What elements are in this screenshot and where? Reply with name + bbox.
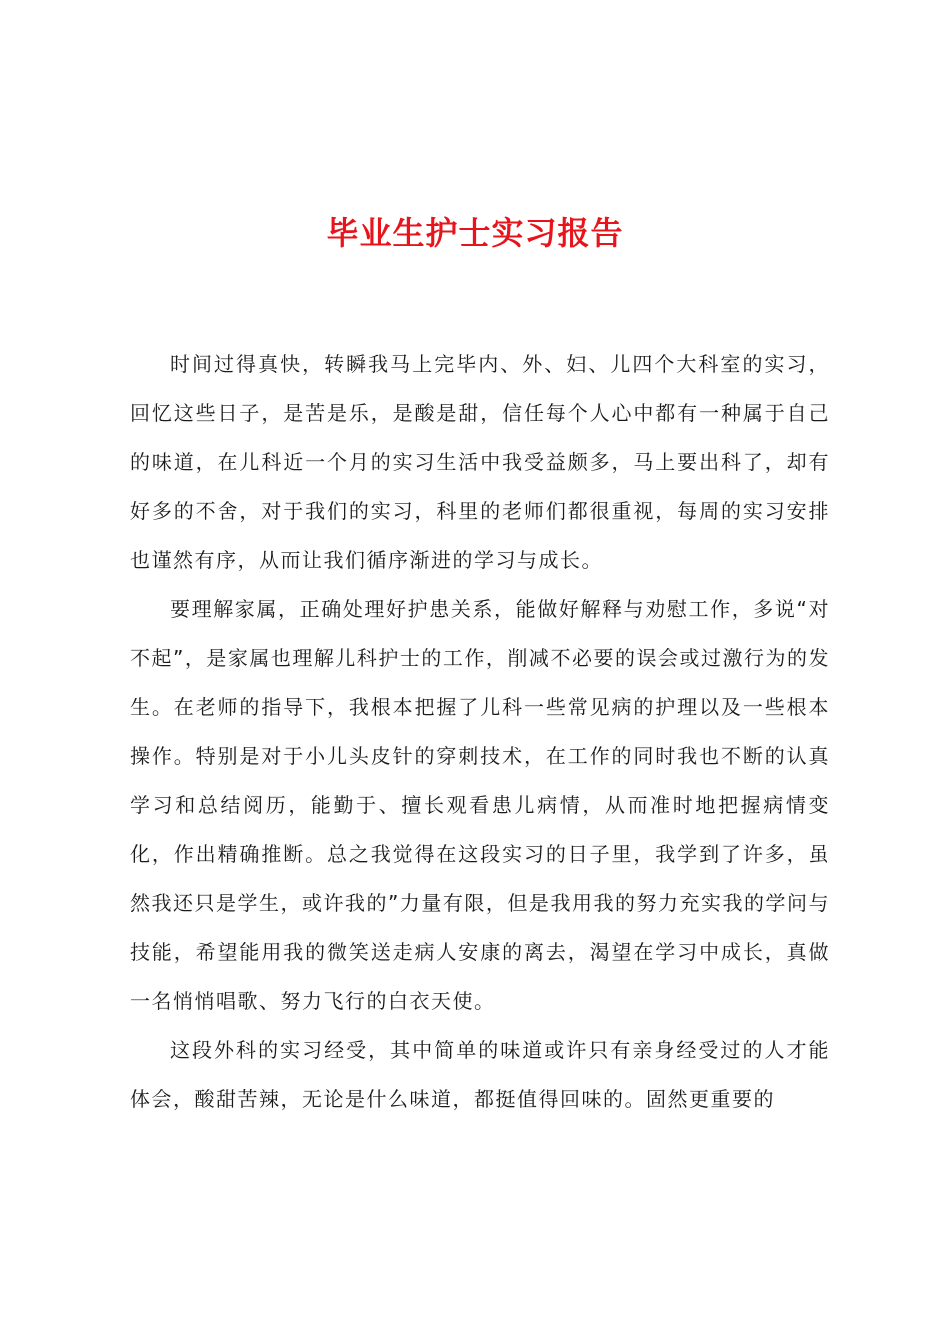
paragraph-2: 要理解家属，正确处理好护患关系，能做好解释与劝慰工作，多说“对不起”，是家属也理解儿科护士的工作，削减不必要的误会或过激行为的发生。在老师的指导下，我根本把握了儿科一些常见病的护理以及一些根本操作。特别是对于小儿头皮针的穿刺技术，在工作的同时我也不断的认真学习和总结阅历，能勤于、擅长观看患儿病情，从而准时地把握病情变化，作出精确推断。总之我觉得在这段实习的日子里，我学到了许多，虽然我还只是学生，或许我的”力量有限，但是我用我的努力充实我的学问与技能，希望能用我的微笑送走病人安康的离去，渴望在学习中成长，真做一名悄悄唱歌、努力飞行的白衣天使。 <box>130 597 830 1013</box>
paragraph-3: 这段外科的实习经受，其中简单的味道或许只有亲身经受过的人才能体会，酸甜苦辣，无论是什么味道，都挺值得回味的。固然更重要的 <box>130 1038 830 1111</box>
document-title: 毕业生护士实习报告 <box>326 214 624 252</box>
document-body <box>130 340 830 1124</box>
paragraph-1: 时间过得真快，转瞬我马上完毕内、外、妇、儿四个大科室的实习，回忆这些日子，是苦是乐，是酸是甜，信任每个人心中都有一种属于自己的味道，在儿科近一个月的实习生活中我受益颇多，马上要出科了，却有好多的不舍，对于我们的实习，科里的老师们都很重视，每周的实习安排也谨然有序，从而让我们循序渐进的学习与成长。 <box>130 352 830 572</box>
